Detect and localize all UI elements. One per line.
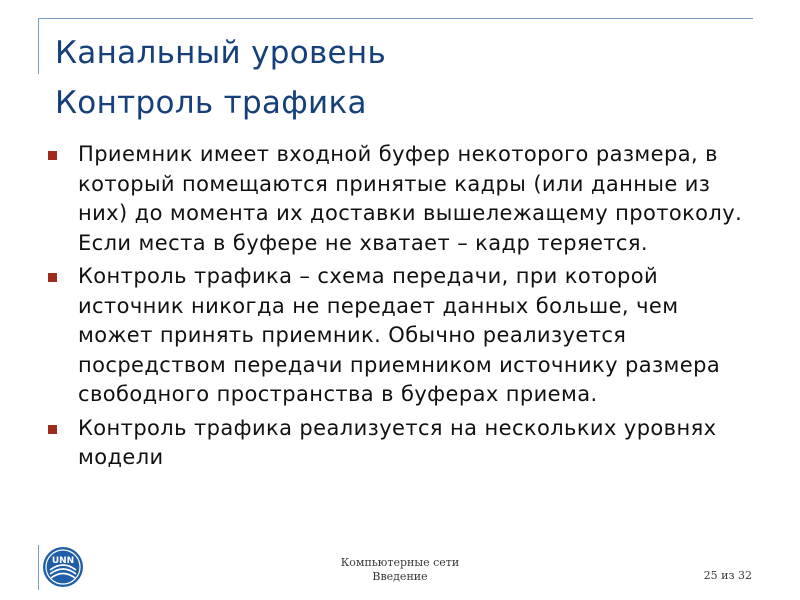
footer-course-info [290,556,510,584]
bullet-item [44,414,759,473]
title-line-2: Контроль трафика [55,85,367,121]
bullet-item [44,262,759,410]
square-bullet-icon [48,273,57,282]
bullet-item [44,140,759,258]
bullet-list [44,140,759,477]
top-divider [38,18,753,19]
bullet-text: Контроль трафика – схема передачи, при которой источник никогда не передает данных больше, чем может принять приемник. Обычно реализуется посредством передачи приемником источнику размера свободного пространства в буферах приема. [78,264,721,406]
logo-text: UNN [51,556,75,566]
square-bullet-icon [48,425,57,434]
slide-title [55,28,755,128]
square-bullet-icon [48,151,57,160]
page-number: 25 из 32 [703,569,752,582]
bullet-text: Контроль трафика реализуется на нескольких уровнях модели [78,415,717,469]
bullet-text: Приемник имеет входной буфер некоторого размера, в который помещаются принятые кадры (или данные из них) до момента их доставки вышележащему протоколу. Если места в буфере не хватает – кадр теряется. [78,142,743,255]
footer-course: Компьютерные сети [340,556,460,569]
university-logo-icon [42,546,84,588]
footer-divider [38,545,39,590]
footer-section: Введение [372,570,428,583]
title-line-1: Канальный уровень [55,35,387,71]
left-divider [38,18,39,74]
